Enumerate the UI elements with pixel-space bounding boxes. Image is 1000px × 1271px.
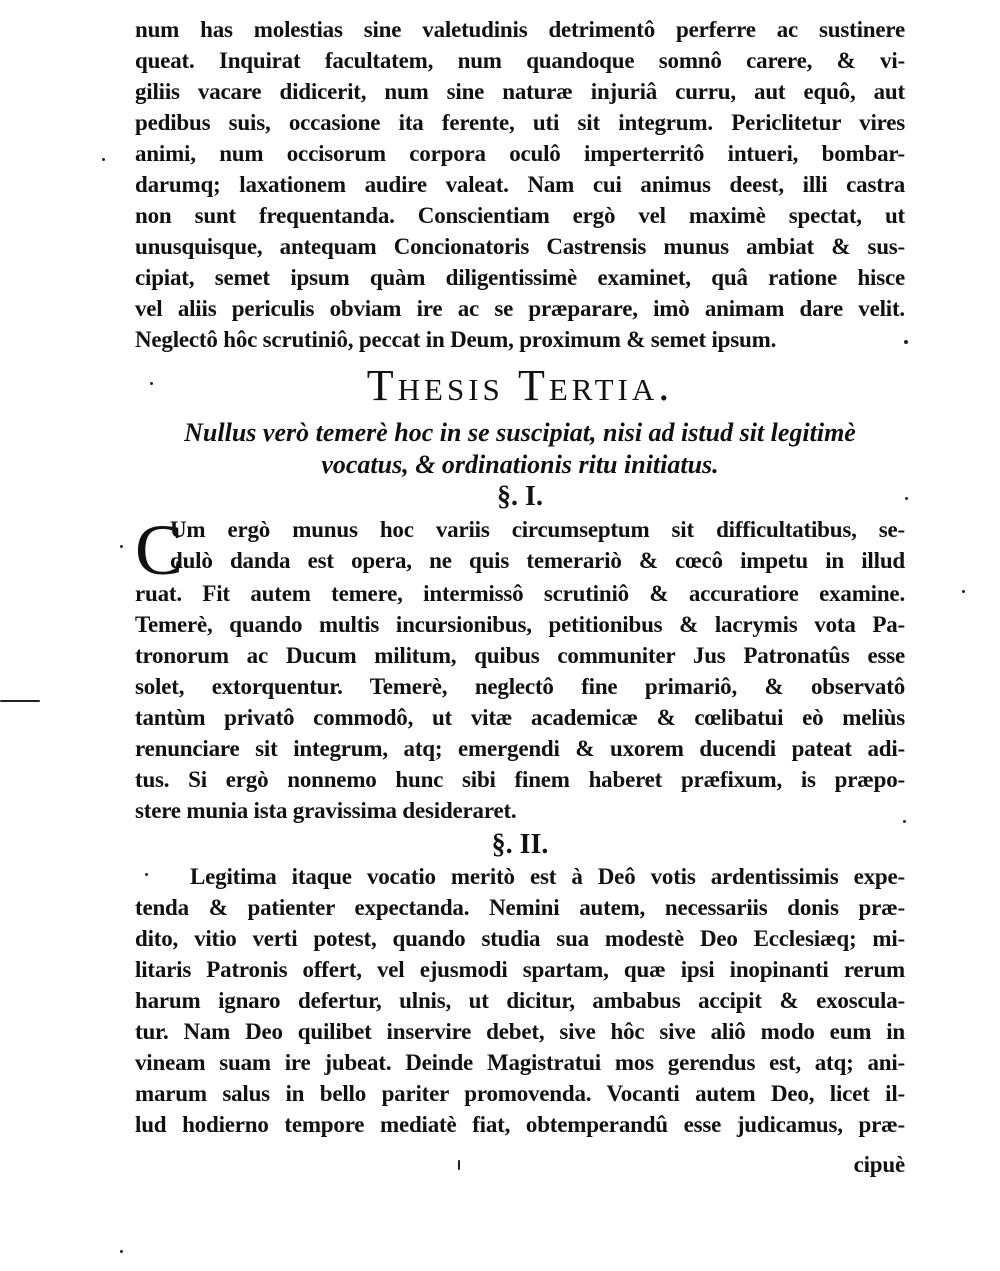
text-line: queat. Inquirat facultatem, num quandoque somnô carere, & vi- bbox=[135, 48, 905, 73]
text-line: vel aliis periculis obviam ire ac se præparare, imò animam dare velit. bbox=[135, 296, 905, 321]
text-line: solet, extorquentur. Temerè, neglectô fine primariô, & observatô bbox=[135, 674, 905, 699]
catchword: cipuè bbox=[853, 1152, 905, 1177]
text-line: dito, vitio verti potest, quando studia sua modestè Deo Ecclesiæq; mi- bbox=[135, 926, 905, 951]
text-line: tenda & patienter expectanda. Nemini autem, necessariis donis præ- bbox=[135, 895, 905, 920]
text-line: lud hodierno tempore mediatè fiat, obtemperandû esse judicamus, præ- bbox=[135, 1112, 905, 1137]
text-line: Neglectô hôc scrutiniô, peccat in Deum, proximum & semet ipsum. bbox=[135, 327, 777, 352]
scan-speck bbox=[102, 158, 105, 161]
text-line: num has molestias sine valetudinis detrimentô perferre ac sustinere bbox=[135, 17, 905, 42]
thesis-statement-line: Nullus verò temerè hoc in se suscipiat, nisi ad istud sit legitimè bbox=[184, 418, 856, 447]
text-line: Temerè, quando multis incursionibus, petitionibus & lacrymis vota Pa- bbox=[135, 612, 905, 637]
text-line: dulò danda est opera, ne quis temerariò & cœcô impetu in illud bbox=[170, 548, 905, 573]
text-line: ruat. Fit autem temere, intermissô scrutiniô & accuratiore examine. bbox=[135, 581, 905, 606]
section-heading-2: §. II. bbox=[491, 829, 549, 860]
scan-speck bbox=[458, 1160, 460, 1170]
text-line: tantùm privatô commodô, ut vitæ academicæ & cœlibatui eò meliùs bbox=[135, 705, 905, 730]
text-line: marum salus in bello pariter promovenda. Vocanti autem Deo, licet il- bbox=[135, 1081, 905, 1106]
text-line: tronorum ac Ducum militum, quibus communiter Jus Patronatûs esse bbox=[135, 643, 905, 668]
text-line: harum ignaro defertur, ulnis, ut dicitur, ambabus accipit & exoscula- bbox=[135, 988, 905, 1013]
text-line: darumq; laxationem audire valeat. Nam cui animus deest, illi castra bbox=[135, 172, 905, 197]
scan-speck bbox=[120, 545, 123, 548]
scan-speck bbox=[904, 340, 908, 344]
thesis-statement-line: vocatus, & ordinationis ritu initiatus. bbox=[321, 450, 719, 479]
text-line: Um ergò munus hoc variis circumseptum sit difficultatibus, se- bbox=[170, 517, 905, 542]
text-line: Legitima itaque vocatio meritò est à Deô votis ardentissimis expe- bbox=[190, 864, 905, 889]
text-line: unusquisque, antequam Concionatoris Castrensis munus ambiat & sus- bbox=[135, 234, 905, 259]
thesis-title: Thesis Tertia. bbox=[366, 361, 674, 410]
scan-speck bbox=[905, 497, 908, 500]
text-line: vineam suam ire jubeat. Deinde Magistratui mos gerendus est, atq; ani- bbox=[135, 1050, 905, 1075]
scan-speck bbox=[903, 820, 906, 823]
text-line: renunciare sit integrum, atq; emergendi & uxorem ducendi pateat adi- bbox=[135, 736, 905, 761]
text-line: non sunt frequentanda. Conscientiam ergò vel maximè spectat, ut bbox=[135, 203, 905, 228]
scan-speck bbox=[0, 700, 40, 702]
text-line: animi, num occisorum corpora oculô imperterritô intueri, bombar- bbox=[135, 141, 905, 166]
text-line: pedibus suis, occasione ita ferente, uti sit integrum. Periclitetur vires bbox=[135, 110, 905, 135]
text-line: stere munia ista gravissima desideraret. bbox=[135, 798, 517, 823]
section-heading-1: §. I. bbox=[497, 481, 543, 512]
text-line: tus. Si ergò nonnemo hunc sibi finem haberet præfixum, is præpo- bbox=[135, 767, 905, 792]
text-line: litaris Patronis offert, vel ejusmodi spartam, quæ ipsi inopinanti rerum bbox=[135, 957, 905, 982]
scan-speck bbox=[962, 590, 965, 593]
text-line: giliis vacare didicerit, num sine naturæ injuriâ curru, aut equô, aut bbox=[135, 79, 905, 104]
scan-speck bbox=[145, 873, 148, 876]
scan-speck bbox=[120, 1250, 123, 1253]
drop-cap: C bbox=[135, 510, 184, 590]
text-line: cipiat, semet ipsum quàm diligentissimè examinet, quâ ratione hisce bbox=[135, 265, 905, 290]
scan-speck bbox=[150, 382, 153, 385]
text-line: tur. Nam Deo quilibet inservire debet, sive hôc sive aliô modo eum in bbox=[135, 1019, 905, 1044]
